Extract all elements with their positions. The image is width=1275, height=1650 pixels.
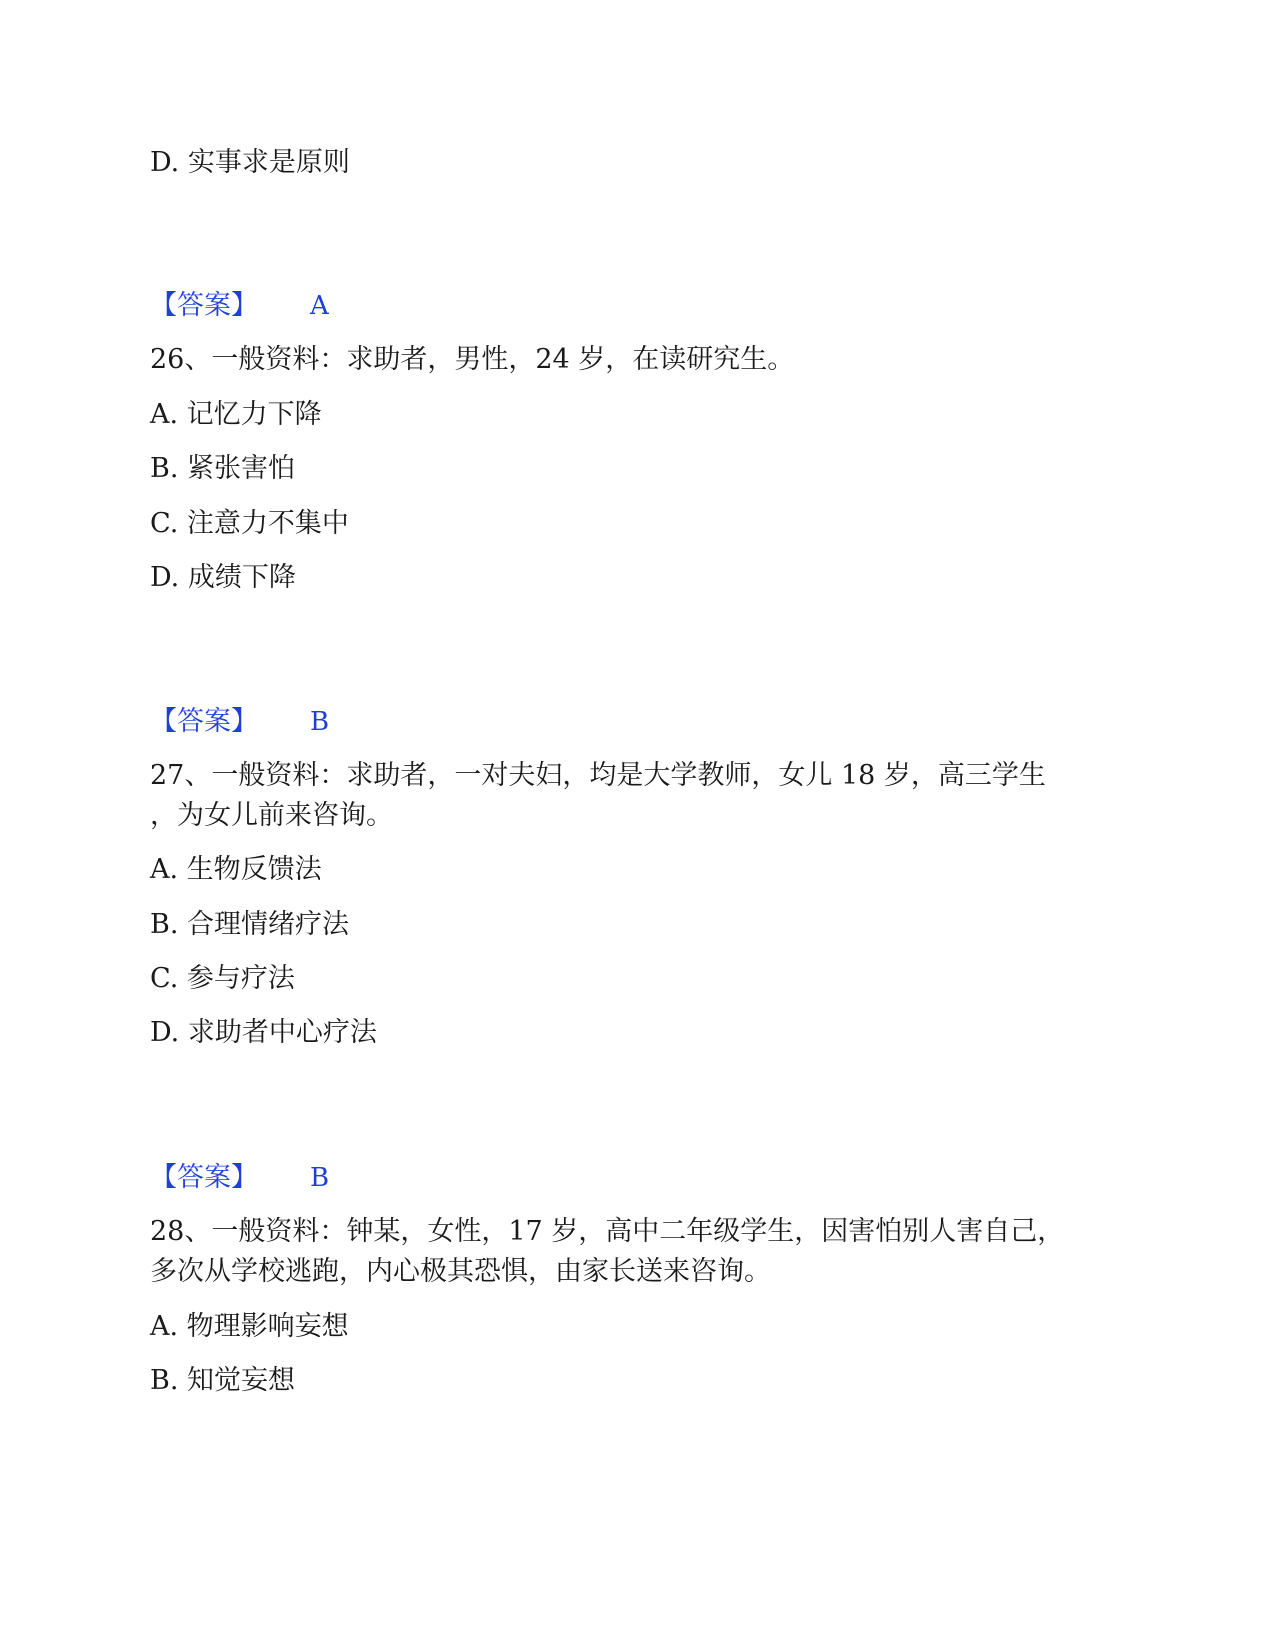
answer-value: B: [310, 1163, 330, 1193]
answer-row: [150, 1161, 329, 1195]
option-a: A. 记忆力下降: [150, 399, 322, 430]
question-stem-line2: 多次从学校逃跑，内心极其恐惧，由家长送来咨询。: [150, 1256, 771, 1287]
option-a: A. 生物反馈法: [150, 854, 322, 885]
question-stem-line1: 28、一般资料：钟某，女性，17 岁，高中二年级学生，因害怕别人害自己，: [150, 1216, 1065, 1247]
answer-value: B: [310, 707, 330, 737]
option-c: C. 注意力不集中: [150, 508, 349, 539]
option-a: A. 物理影响妄想: [150, 1311, 349, 1342]
answer-row: [150, 289, 329, 323]
option-b: B. 知觉妄想: [150, 1365, 296, 1396]
option-d: D. 求助者中心疗法: [150, 1017, 377, 1048]
answer-label: 【答案】: [150, 1162, 258, 1193]
question-stem-line2: ，为女儿前来咨询。: [150, 800, 393, 831]
answer-label: 【答案】: [150, 706, 258, 737]
question-stem-line1: 27、一般资料：求助者，一对夫妇，均是大学教师，女儿 18 岁，高三学生: [150, 760, 1046, 791]
answer-row: [150, 705, 329, 739]
option-b: B. 紧张害怕: [150, 453, 296, 484]
option-c: C. 参与疗法: [150, 963, 295, 994]
option-d: D. 实事求是原则: [150, 147, 350, 178]
question-stem: 26、一般资料：求助者，男性，24 岁，在读研究生。: [150, 344, 795, 375]
answer-value: A: [310, 291, 329, 321]
option-d: D. 成绩下降: [150, 562, 296, 593]
option-b: B. 合理情绪疗法: [150, 909, 350, 940]
answer-label: 【答案】: [150, 290, 258, 321]
